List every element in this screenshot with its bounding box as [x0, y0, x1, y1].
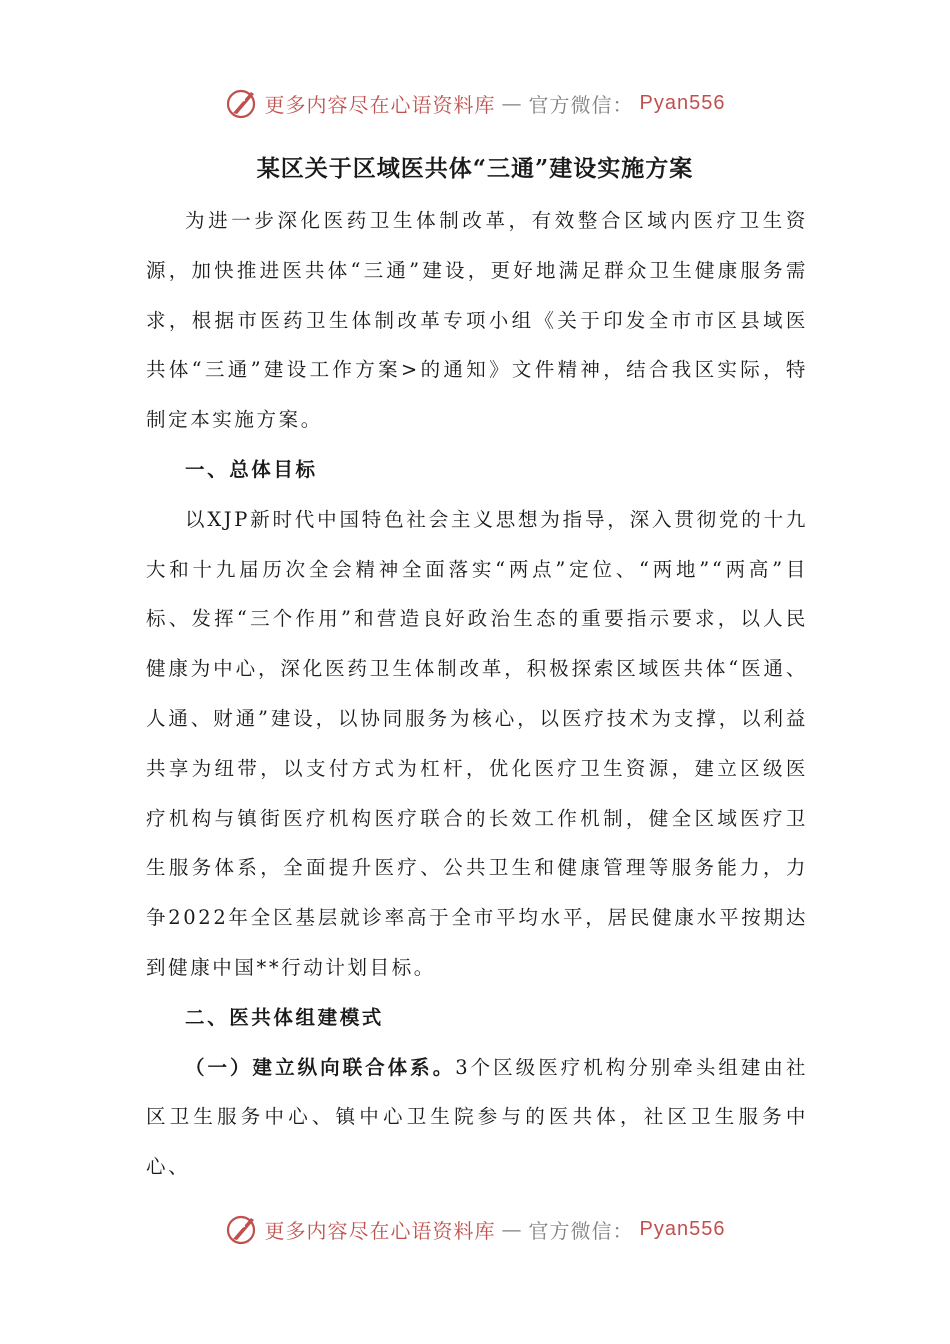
watermark-footer: [0, 1212, 950, 1246]
watermark-wechat-label: 官方微信：: [528, 92, 634, 117]
watermark-dash: —: [501, 1217, 523, 1241]
watermark-header: [0, 86, 950, 120]
watermark-wechat-id: Pyan556: [639, 91, 726, 114]
watermark-text: 更多内容尽在心语资料库: [264, 92, 496, 117]
subsection-1-body: 3个区级医疗机构分别牵头组建由社区卫生服务中心、镇中心卫生院参与的医共体，社区卫生服务中心、: [146, 1055, 808, 1179]
quill-logo-icon: [225, 1212, 259, 1246]
watermark-wechat-label: 官方微信：: [528, 1218, 634, 1243]
watermark-wechat-id: Pyan556: [639, 1217, 726, 1240]
document-body: [146, 196, 808, 1192]
section-heading-2: 二、医共体组建模式: [185, 1005, 384, 1029]
section-heading-1: 一、总体目标: [185, 457, 318, 481]
watermark-dash: —: [501, 91, 523, 115]
section-1-paragraph: 以XJP新时代中国特色社会主义思想为指导，深入贯彻党的十九大和十九届历次全会精神全面落实“两点”定位、“两地”“两高”目标、发挥“三个作用”和营造良好政治生态的重要指示要求，以人民健康为中心，深化医药卫生体制改革，积极探索区域医共体“医通、人通、财通”建设，以协同服务为核心，以医疗技术为支撑，以利益共享为纽带，以支付方式为杠杆，优化医疗卫生资源，建立区级医疗机构与镇街医疗机构医疗联合的长效工作机制，健全区域医疗卫生服务体系，全面提升医疗、公共卫生和健康管理等服务能力，力争2022年全区基层就诊率高于全市平均水平，居民健康水平按期达到健康中国**行动计划目标。: [146, 507, 808, 979]
document-title: 某区关于区域医共体“三通”建设实施方案: [256, 155, 694, 182]
intro-paragraph: 为进一步深化医药卫生体制改革，有效整合区域内医疗卫生资源，加快推进医共体“三通”建设，更好地满足群众卫生健康服务需求，根据市医药卫生体制改革专项小组《关于印发全市市区县域医共体“三通”建设工作方案>的通知》文件精神，结合我区实际，特制定本实施方案。: [146, 209, 808, 432]
subsection-1-lead: （一）建立纵向联合体系。: [185, 1055, 456, 1079]
watermark-text: 更多内容尽在心语资料库: [264, 1218, 496, 1243]
subsection-1-paragraph: [146, 1043, 808, 1192]
quill-logo-icon: [225, 86, 259, 120]
